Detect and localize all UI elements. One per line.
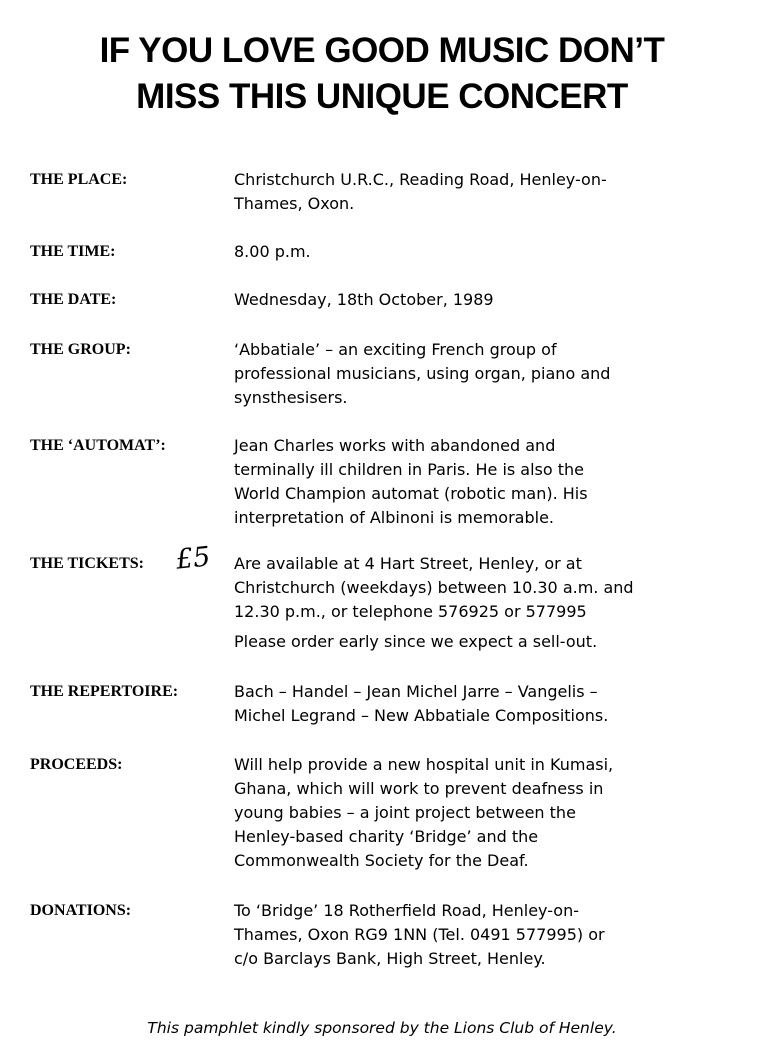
value-line: Thames, Oxon. <box>234 194 355 213</box>
value-line: Michel Legrand – New Abbatiale Compositions. <box>234 706 609 725</box>
repertoire-value <box>234 680 734 728</box>
place-value <box>234 168 734 216</box>
headline-line: MISS THIS UNIQUE CONCERT <box>136 77 628 116</box>
date-label: THE DATE: <box>30 291 117 308</box>
value-line: Christchurch U.R.C., Reading Road, Henley-on- <box>234 170 607 189</box>
value-line: terminally ill children in Paris. He is also the <box>234 460 585 479</box>
value-line: World Champion automat (robotic man). His <box>234 484 588 503</box>
value-line: synsthesisers. <box>234 388 348 407</box>
value-line: To ‘Bridge’ 18 Rotherfield Road, Henley-on- <box>234 901 580 920</box>
headline-line: IF YOU LOVE GOOD MUSIC DON’T <box>99 31 665 70</box>
sponsor-footer: This pamphlet kindly sponsored by the Lions Club of Henley. <box>147 1019 617 1037</box>
time-value <box>234 240 734 264</box>
tickets-extra: Please order early since we expect a sell-out. <box>234 632 598 651</box>
value-line: Jean Charles works with abandoned and <box>234 436 556 455</box>
value-line: Bach – Handel – Jean Michel Jarre – Vangelis – <box>234 682 598 701</box>
value-line: ‘Abbatiale’ – an exciting French group of <box>234 340 557 359</box>
group-label: THE GROUP: <box>30 341 131 358</box>
automat-label: THE ‘AUTOMAT’: <box>30 437 166 454</box>
handwritten-price: £5 <box>174 541 212 576</box>
value-line: Wednesday, 18th October, 1989 <box>234 290 494 309</box>
value-line: 12.30 p.m., or telephone 576925 or 577995 <box>234 602 587 621</box>
proceeds-label: PROCEEDS: <box>30 756 123 773</box>
value-line: Ghana, which will work to prevent deafness in <box>234 779 604 798</box>
tickets-label: THE TICKETS: <box>30 555 144 572</box>
value-line: 8.00 p.m. <box>234 242 311 261</box>
value-line: Henley-based charity ‘Bridge’ and the <box>234 827 539 846</box>
date-value <box>234 288 734 312</box>
headline <box>0 28 764 120</box>
value-line: Are available at 4 Hart Street, Henley, or at <box>234 554 582 573</box>
value-line: Thames, Oxon RG9 1NN (Tel. 0491 577995) or <box>234 925 605 944</box>
repertoire-label: THE REPERTOIRE: <box>30 683 179 700</box>
value-line: c/o Barclays Bank, High Street, Henley. <box>234 949 546 968</box>
proceeds-value <box>234 753 734 873</box>
automat-value <box>234 434 734 530</box>
value-line: interpretation of Albinoni is memorable. <box>234 508 555 527</box>
time-label: THE TIME: <box>30 243 116 260</box>
group-value <box>234 338 734 410</box>
value-line: Commonwealth Society for the Deaf. <box>234 851 529 870</box>
value-line: Christchurch (weekdays) between 10.30 a.m. and <box>234 578 634 597</box>
value-line: young babies – a joint project between the <box>234 803 576 822</box>
donations-label: DONATIONS: <box>30 902 132 919</box>
donations-value <box>234 899 734 971</box>
place-label: THE PLACE: <box>30 171 128 188</box>
value-line: professional musicians, using organ, piano and <box>234 364 611 383</box>
value-line: Will help provide a new hospital unit in Kumasi, <box>234 755 614 774</box>
tickets-value <box>234 552 734 654</box>
